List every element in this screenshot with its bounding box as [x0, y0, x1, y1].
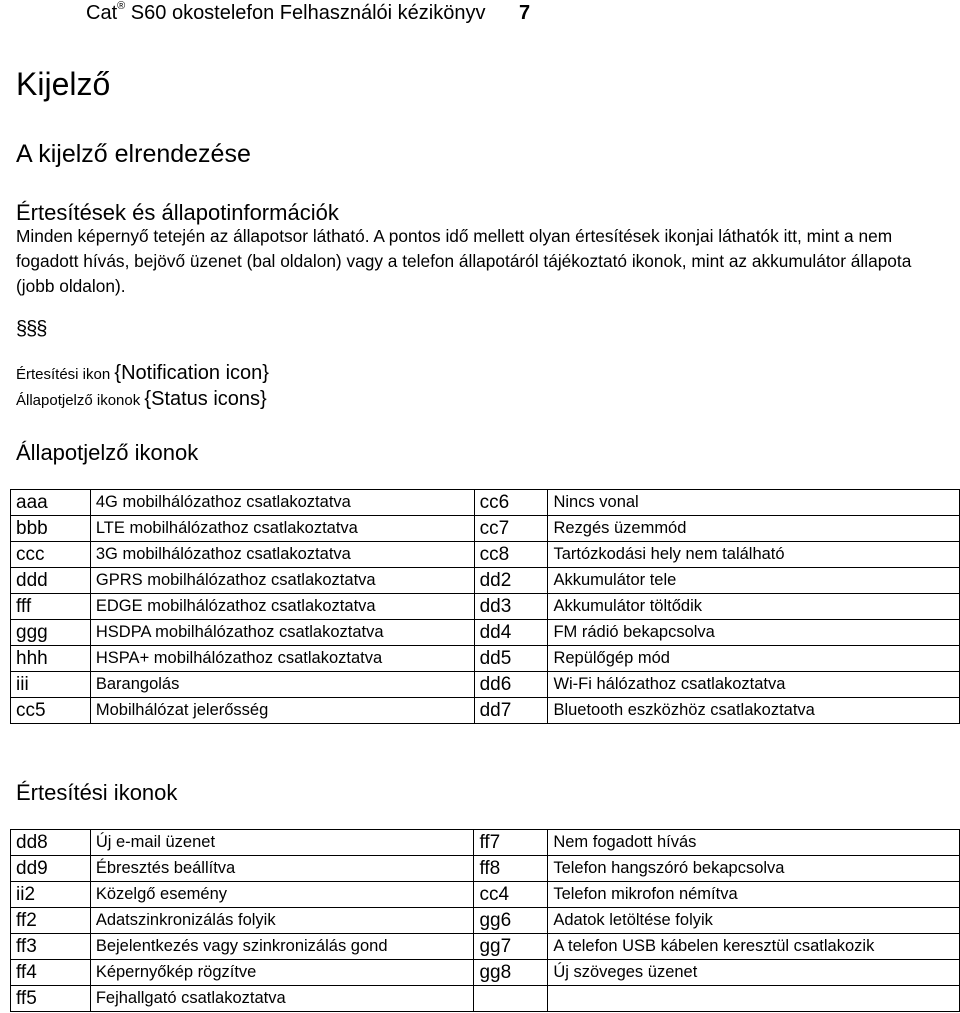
icon-description: 3G mobilhálózathoz csatlakoztatva — [90, 542, 474, 568]
icon-description: A telefon USB kábelen keresztül csatlakozik — [548, 934, 960, 960]
icon-code: dd9 — [11, 856, 91, 882]
icon-code: aaa — [11, 490, 91, 516]
icon-description: Telefon mikrofon némítva — [548, 882, 960, 908]
page-title: Kijelző — [16, 66, 111, 102]
table-row — [11, 960, 960, 986]
icon-description: Akkumulátor tele — [548, 568, 960, 594]
icon-description: Ébresztés beállítva — [90, 856, 474, 882]
icon-description: Bluetooth eszközhöz csatlakoztatva — [548, 698, 960, 724]
table-row — [11, 490, 960, 516]
icon-code: fff — [11, 594, 91, 620]
icon-code: ff7 — [474, 830, 548, 856]
icon-code: gg6 — [474, 908, 548, 934]
header-brand: Cat — [86, 2, 118, 24]
legend-notification-label: Értesítési ikon — [16, 366, 111, 383]
icon-code: cc4 — [474, 882, 548, 908]
icon-description: Új szöveges üzenet — [548, 960, 960, 986]
legend-status — [16, 388, 267, 411]
icon-code: dd7 — [474, 698, 548, 724]
icon-code: hhh — [11, 646, 91, 672]
icon-description: GPRS mobilhálózathoz csatlakoztatva — [90, 568, 474, 594]
table-row — [11, 646, 960, 672]
icon-code: ff3 — [11, 934, 91, 960]
icon-code: gg7 — [474, 934, 548, 960]
icon-code: dd4 — [474, 620, 548, 646]
icon-code: ccc — [11, 542, 91, 568]
icon-description: Fejhallgató csatlakoztatva — [90, 986, 474, 1012]
icon-description: Adatszinkronizálás folyik — [90, 908, 474, 934]
icon-description: Adatok letöltése folyik — [548, 908, 960, 934]
table-row — [11, 620, 960, 646]
icon-description: Közelgő esemény — [90, 882, 474, 908]
icon-description: Nem fogadott hívás — [548, 830, 960, 856]
notification-icons-heading: Értesítési ikonok — [16, 780, 178, 805]
legend-notification-tag: {Notification icon} — [114, 362, 269, 384]
subsection-heading: Értesítések és állapotinformációk — [16, 200, 339, 225]
icon-code: ii2 — [11, 882, 91, 908]
icon-code: bbb — [11, 516, 91, 542]
icon-description: HSPA+ mobilhálózathoz csatlakoztatva — [90, 646, 474, 672]
table-row — [11, 856, 960, 882]
icon-description: Nincs vonal — [548, 490, 960, 516]
icon-code: ff8 — [474, 856, 548, 882]
icon-code: cc6 — [474, 490, 548, 516]
table-row — [11, 934, 960, 960]
icon-description: LTE mobilhálózathoz csatlakoztatva — [90, 516, 474, 542]
icon-description: FM rádió bekapcsolva — [548, 620, 960, 646]
legend-status-label: Állapotjelző ikonok — [16, 392, 141, 409]
section-heading: A kijelző elrendezése — [16, 140, 251, 168]
table-row — [11, 672, 960, 698]
icon-code: ff4 — [11, 960, 91, 986]
table-row — [11, 542, 960, 568]
table-row — [11, 830, 960, 856]
registered-mark: ® — [117, 0, 126, 13]
icon-description: Telefon hangszóró bekapcsolva — [548, 856, 960, 882]
icon-description: Képernyőkép rögzítve — [90, 960, 474, 986]
icon-code: ff2 — [11, 908, 91, 934]
icon-description: Wi-Fi hálózathoz csatlakoztatva — [548, 672, 960, 698]
icon-description — [548, 986, 960, 1012]
icon-code: ggg — [11, 620, 91, 646]
placeholder-glyphs: §§§ — [16, 318, 47, 340]
icon-code: dd5 — [474, 646, 548, 672]
icon-description: Akkumulátor töltődik — [548, 594, 960, 620]
table-row — [11, 698, 960, 724]
icon-code: dd8 — [11, 830, 91, 856]
table-row — [11, 986, 960, 1012]
icon-code: ddd — [11, 568, 91, 594]
table-row — [11, 594, 960, 620]
header-title: S60 okostelefon Felhasználói kézikönyv — [130, 2, 486, 24]
icon-description: Bejelentkezés vagy szinkronizálás gond — [90, 934, 474, 960]
icon-description: Barangolás — [90, 672, 474, 698]
icon-description: 4G mobilhálózathoz csatlakoztatva — [90, 490, 474, 516]
intro-paragraph: Minden képernyő tetején az állapotsor látható. A pontos idő mellett olyan értesítések ikonjai láthatók itt, mint a nem fogadott hívás, bejövő üzenet (bal oldalon) vagy a telefon állapotáról tájékoztató ikonok, mint az akkumulátor állapota (jobb oldalon). — [16, 226, 912, 296]
status-icons-table — [10, 489, 960, 724]
page-number: 7 — [519, 2, 531, 24]
icon-code: gg8 — [474, 960, 548, 986]
legend-notification — [16, 362, 269, 385]
icon-code: dd6 — [474, 672, 548, 698]
icon-description: EDGE mobilhálózathoz csatlakoztatva — [90, 594, 474, 620]
icon-description: Mobilhálózat jelerősség — [90, 698, 474, 724]
table-row — [11, 882, 960, 908]
icon-code: cc7 — [474, 516, 548, 542]
notification-icons-table — [10, 829, 960, 1012]
legend-status-tag: {Status icons} — [144, 388, 267, 410]
icon-description: Repülőgép mód — [548, 646, 960, 672]
table-row — [11, 908, 960, 934]
icon-code: dd3 — [474, 594, 548, 620]
icon-code: ff5 — [11, 986, 91, 1012]
icon-code: iii — [11, 672, 91, 698]
icon-code: cc8 — [474, 542, 548, 568]
icon-code — [474, 986, 548, 1012]
icon-description: Új e-mail üzenet — [90, 830, 474, 856]
icon-description: Rezgés üzemmód — [548, 516, 960, 542]
icon-description: Tartózkodási hely nem található — [548, 542, 960, 568]
icon-code: dd2 — [474, 568, 548, 594]
icon-code: cc5 — [11, 698, 91, 724]
icon-description: HSDPA mobilhálózathoz csatlakoztatva — [90, 620, 474, 646]
table-row — [11, 516, 960, 542]
page-header — [86, 2, 530, 25]
table-row — [11, 568, 960, 594]
status-icons-heading: Állapotjelző ikonok — [16, 440, 199, 465]
